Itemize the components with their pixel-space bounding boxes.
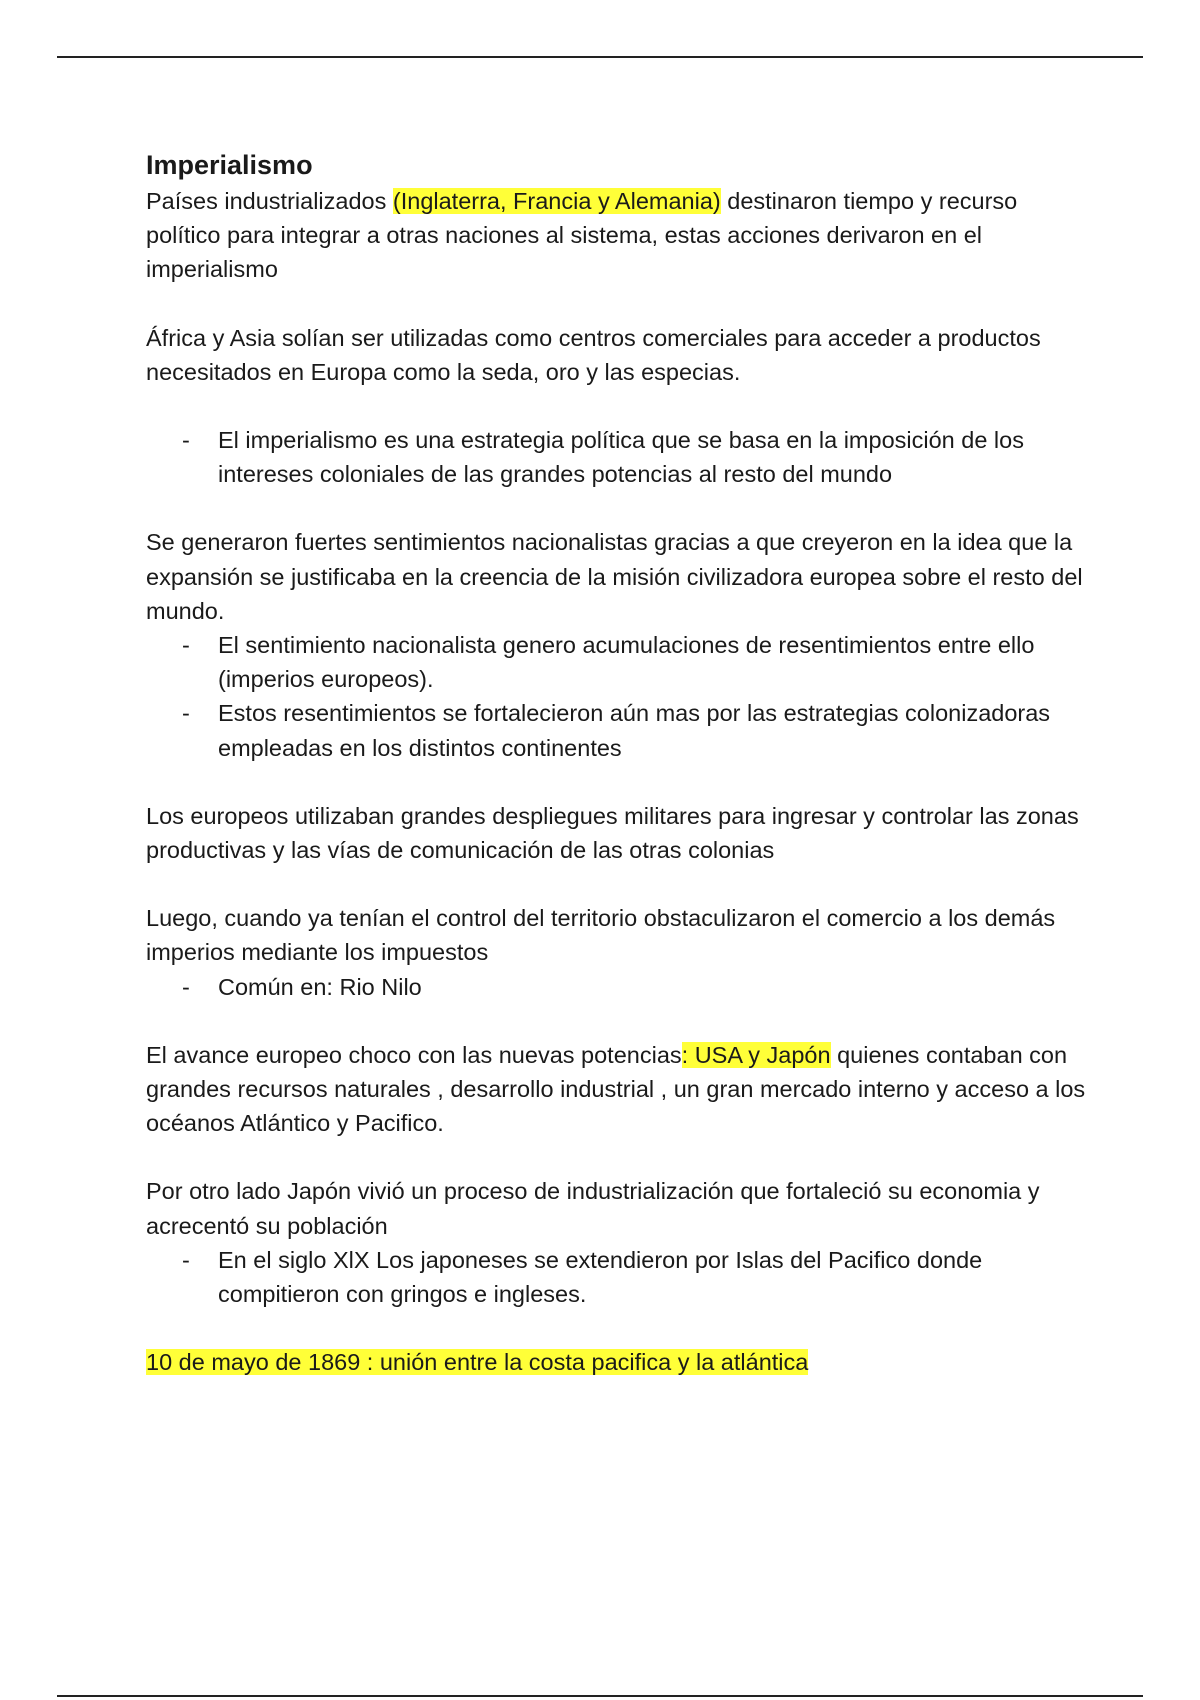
bullet-text: El imperialismo es una estrategia política que se basa en la imposición de los intereses coloniales de las grandes potencias al resto del mundo	[218, 427, 1024, 488]
paragraph-new-powers	[146, 1038, 1096, 1141]
bullet-dash: -	[182, 700, 190, 727]
bullet-text: Común en: Rio Nilo	[218, 973, 422, 1000]
list-item	[146, 1243, 1096, 1311]
bullet-dash: -	[182, 427, 190, 454]
bullet-text: El sentimiento nacionalista genero acumulaciones de resentimientos entre ello	[218, 632, 1035, 659]
header-rule	[57, 56, 1143, 58]
bullet-text-continuation: (imperios europeos).	[218, 666, 434, 693]
document-body	[146, 146, 1096, 1379]
bullet-text: Estos resentimientos se fortalecieron aún mas por las estrategias colonizadoras empleadas en los distintos continentes	[218, 700, 1051, 761]
highlight-countries: (Inglaterra, Francia y Alemania)	[392, 188, 721, 214]
new-powers-text-start: El avance europeo choco con las nuevas potencias	[146, 1041, 682, 1068]
footer-rule	[57, 1695, 1143, 1697]
intro-text-end: destinaron tiempo y recurso político para integrar a otras naciones al sistema, estas acciones derivaron en el imperialismo	[146, 188, 1018, 283]
paragraph-japan: Por otro lado Japón vivió un proceso de industrialización que fortaleció su economia y acrecentó su población	[146, 1178, 1040, 1239]
list-item	[146, 696, 1096, 764]
bullet-dash: -	[182, 1246, 190, 1273]
intro-text-start: Países industrializados	[146, 188, 393, 214]
bullet-dash: -	[182, 632, 190, 659]
paragraph-nationalism: Se generaron fuertes sentimientos nacionalistas gracias a que creyeron en la idea que la expansión se justificaba en la creencia de la misión civilizadora europea sobre el resto del mundo.	[146, 529, 1083, 624]
new-powers-text-end: quienes contaban con grandes recursos naturales , desarrollo industrial , un gran mercado interno y acceso a los océanos Atlántico y Pacifico.	[146, 1041, 1086, 1137]
list-item	[146, 628, 1096, 696]
bullet-text: En el siglo XlX Los japoneses se extendieron por Islas del Pacifico donde compitieron con gringos e ingleses.	[218, 1246, 983, 1308]
list-item	[146, 423, 1096, 491]
paragraph-intro	[146, 184, 1096, 287]
list-item	[146, 970, 1096, 1004]
bullet-dash: -	[182, 973, 190, 1000]
paragraph-africa-asia: África y Asia solían ser utilizadas como centros comerciales para acceder a productos necesitados en Europa como la seda, oro y las especias.	[146, 324, 1041, 385]
highlight-usa-japan: : USA y Japón	[681, 1041, 831, 1068]
paragraph-military: Los europeos utilizaban grandes despliegues militares para ingresar y controlar las zonas productivas y las vías de comunicación de las otras colonias	[146, 802, 1079, 864]
highlight-date: 10 de mayo de 1869 : unión entre la costa pacifica y la atlántica	[146, 1349, 809, 1376]
paragraph-taxes: Luego, cuando ya tenían el control del territorio obstaculizaron el comercio a los demás imperios mediante los impuestos	[146, 905, 1056, 966]
paragraph-date	[146, 1345, 1096, 1379]
document-title: Imperialismo	[146, 150, 313, 180]
